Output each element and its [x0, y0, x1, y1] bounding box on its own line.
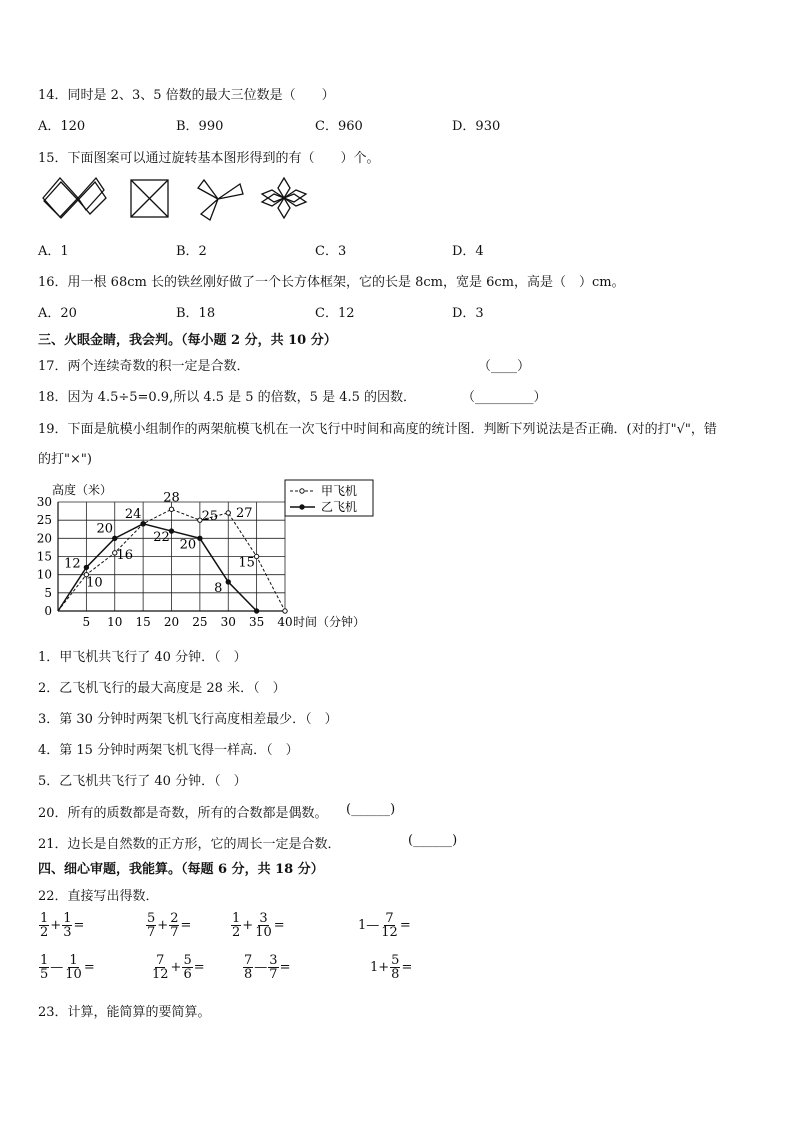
q14-option-a: A．120 — [38, 119, 86, 134]
q17-stem: 17．两个连续奇数的积一定是合数． — [38, 359, 250, 374]
data-point-yi — [141, 522, 145, 526]
equals-sign: = — [193, 960, 205, 975]
numerator: 5 — [183, 953, 192, 968]
denominator: 7 — [147, 925, 156, 940]
data-label: 25 — [201, 509, 219, 525]
equals-sign: = — [180, 918, 192, 933]
q22-row2-expr-4 — [370, 954, 412, 981]
q22-row1-expr-1 — [38, 912, 84, 939]
data-label: 20 — [179, 537, 197, 553]
denominator: 7 — [269, 967, 278, 982]
y-tick-label: 0 — [44, 604, 52, 618]
denominator: 2 — [232, 925, 241, 940]
data-label: 27 — [235, 505, 253, 521]
fraction-a — [151, 954, 170, 981]
fraction-b — [64, 954, 83, 981]
q22-row1-expr-2 — [145, 912, 191, 939]
q15-figures — [38, 174, 308, 224]
fraction-b — [268, 954, 278, 981]
q14-option-c: C．960 — [315, 119, 363, 134]
q19-stem-line2: 的打"×") — [38, 452, 92, 467]
x-tick-label: 40 — [277, 615, 293, 629]
x-tick-label: 5 — [82, 615, 91, 629]
fraction-a — [39, 954, 49, 981]
q21-answer-blank[interactable]: (______) — [408, 833, 458, 848]
equals-sign: = — [401, 960, 413, 975]
numerator: 7 — [156, 953, 165, 968]
whole-number: 1— — [358, 918, 380, 933]
x-tick-label: 20 — [163, 615, 180, 629]
data-point-yi — [169, 529, 173, 533]
q19-stem-line1: 19．下面是航模小组制作的两架航模飞机在一次飞行中时间和高度的统计图．判断下列说法是否正确．(对的打"√"，错 — [38, 422, 717, 437]
denominator: 3 — [63, 925, 72, 940]
fraction-a — [146, 912, 156, 939]
q16-stem: 16．用一根 68cm 长的铁丝刚好做了一个长方体框架，它的长是 8cm，宽是 6cm，高是（ ）cm。 — [38, 275, 625, 290]
numerator: 2 — [170, 911, 179, 926]
y-tick-label: 30 — [36, 495, 52, 509]
data-point-yi — [226, 580, 230, 584]
equals-sign: = — [279, 960, 291, 975]
operator: — — [254, 960, 268, 975]
q19-sub-3: 3．第 30 分钟时两架飞机飞行高度相差最少．（ ） — [38, 712, 338, 727]
numerator: 1 — [232, 911, 241, 926]
numerator: 7 — [244, 953, 253, 968]
q22-row2-expr-3 — [242, 954, 290, 981]
denominator: 6 — [183, 967, 192, 982]
q14-stem: 14．同时是 2、3、5 倍数的最大三位数是（ ） — [38, 88, 335, 103]
y-tick-label: 15 — [36, 549, 52, 564]
q18-answer-blank[interactable]: （_________） — [462, 390, 547, 405]
fraction-a — [39, 912, 49, 939]
data-label: 28 — [163, 490, 180, 506]
numerator: 5 — [147, 911, 156, 926]
denominator: 8 — [391, 967, 400, 982]
operator: + — [157, 918, 169, 933]
data-point-yi — [198, 536, 202, 540]
denominator: 12 — [152, 967, 169, 982]
operator: — — [50, 960, 64, 975]
numerator: 1 — [63, 911, 72, 926]
fraction-a — [231, 912, 241, 939]
q22-row1-expr-4 — [358, 912, 411, 939]
y-tick-label: 10 — [36, 567, 52, 582]
six-petal-star-figure — [262, 178, 306, 218]
data-point-yi — [254, 609, 258, 613]
q19-sub-5: 5．乙飞机共飞行了 40 分钟．（ ） — [38, 774, 247, 789]
denominator: 12 — [381, 925, 398, 940]
y-axis-title: 高度（米） — [52, 483, 113, 497]
whole-number: 1+ — [370, 960, 390, 975]
numerator: 3 — [259, 911, 268, 926]
denominator: 2 — [40, 925, 49, 940]
operator: + — [242, 918, 254, 933]
equals-sign: = — [83, 960, 95, 975]
numerator: 7 — [385, 911, 394, 926]
square-with-diagonals-figure — [131, 180, 168, 217]
fraction-b — [390, 954, 400, 981]
q15-option-c: C．3 — [315, 244, 347, 259]
y-tick-label: 20 — [36, 531, 52, 546]
fraction-b — [254, 912, 273, 939]
denominator: 8 — [244, 967, 253, 982]
equals-sign: = — [399, 918, 411, 933]
section3-title: 三、火眼金睛，我会判。（每小题 2 分，共 10 分） — [38, 333, 337, 348]
denominator: 10 — [255, 925, 272, 940]
x-tick-label: 35 — [248, 615, 265, 629]
section4-title: 四、细心审题，我能算。（每题 6 分，共 18 分） — [38, 862, 324, 877]
data-label: 24 — [124, 506, 142, 522]
q23-stem: 23．计算，能简算的要简算。 — [38, 1005, 211, 1020]
q20-stem: 20．所有的质数都是奇数，所有的合数都是偶数。 — [38, 806, 328, 821]
q22-row2-expr-1 — [38, 954, 95, 981]
fraction-b — [182, 954, 192, 981]
x-axis-title: 时间（分钟） — [293, 615, 366, 629]
q20-answer-blank[interactable]: (______) — [346, 802, 396, 817]
numerator: 3 — [269, 953, 278, 968]
equals-sign: = — [73, 918, 85, 933]
data-label: 12 — [64, 556, 81, 572]
fraction-b — [169, 912, 179, 939]
q22-stem: 22．直接写出得数． — [38, 889, 159, 904]
x-tick-label: 15 — [135, 615, 151, 629]
data-point-jia — [283, 609, 287, 613]
q15-option-a: A．1 — [38, 244, 69, 259]
numerator: 1 — [69, 953, 78, 968]
data-label: 8 — [214, 580, 223, 596]
q19-sub-2: 2．乙飞机飞行的最大高度是 28 米．（ ） — [38, 681, 286, 696]
fraction-a — [243, 954, 253, 981]
legend-label-yi: 乙飞机 — [321, 500, 358, 514]
q16-option-c: C．12 — [315, 306, 355, 321]
x-tick-label: 25 — [192, 615, 208, 629]
q16-option-b: B．18 — [176, 306, 216, 321]
data-label: 16 — [116, 547, 134, 563]
q14-option-b: B．990 — [176, 119, 224, 134]
data-label: 22 — [153, 530, 170, 546]
q14-option-d: D．930 — [452, 119, 501, 134]
operator: + — [50, 918, 62, 933]
data-point-yi — [84, 565, 88, 569]
data-label: 15 — [238, 555, 255, 571]
equals-sign: = — [273, 918, 285, 933]
x-tick-label: 30 — [220, 615, 236, 629]
q17-answer-blank[interactable]: （____） — [478, 359, 531, 374]
fraction-b — [62, 912, 72, 939]
numerator: 1 — [40, 911, 49, 926]
legend-label-jia: 甲飞机 — [321, 484, 358, 498]
q15-stem: 15．下面图案可以通过旋转基本图形得到的有（ ）个。 — [38, 151, 380, 166]
numerator: 1 — [40, 953, 49, 968]
numerator: 5 — [391, 953, 400, 968]
q16-option-d: D．3 — [452, 306, 484, 321]
q19-sub-1: 1．甲飞机共飞行了 40 分钟．（ ） — [38, 650, 247, 665]
y-tick-label: 5 — [44, 585, 52, 600]
two-squares-figure — [43, 178, 106, 218]
q22-row1-expr-3 — [230, 912, 285, 939]
y-tick-label: 25 — [36, 513, 52, 528]
q18-stem: 18．因为 4.5÷5=0.9,所以 4.5 是 5 的倍数，5 是 4.5 的因数． — [38, 390, 417, 405]
fraction-b — [380, 912, 399, 939]
x-tick-label: 10 — [107, 615, 123, 629]
denominator: 10 — [65, 967, 82, 982]
legend-marker-jia — [300, 489, 304, 493]
q19-sub-4: 4．第 15 分钟时两架飞机飞得一样高．（ ） — [38, 743, 299, 758]
data-point-yi — [113, 536, 117, 540]
q15-option-b: B．2 — [176, 244, 207, 259]
operator: + — [170, 960, 182, 975]
height-time-line-chart — [30, 478, 390, 638]
q15-option-d: D．4 — [452, 244, 484, 259]
legend-marker-yi — [300, 505, 304, 509]
data-point-jia — [226, 511, 230, 515]
q22-row2-expr-2 — [150, 954, 205, 981]
data-point-jia — [169, 507, 173, 511]
data-label: 20 — [96, 521, 114, 537]
pinwheel-figure — [198, 180, 243, 220]
data-label: 10 — [86, 575, 103, 591]
data-point-jia — [254, 554, 258, 558]
q21-stem: 21．边长是自然数的正方形，它的周长一定是合数． — [38, 837, 341, 852]
denominator: 5 — [40, 967, 49, 982]
denominator: 7 — [170, 925, 179, 940]
q16-option-a: A．20 — [38, 306, 77, 321]
